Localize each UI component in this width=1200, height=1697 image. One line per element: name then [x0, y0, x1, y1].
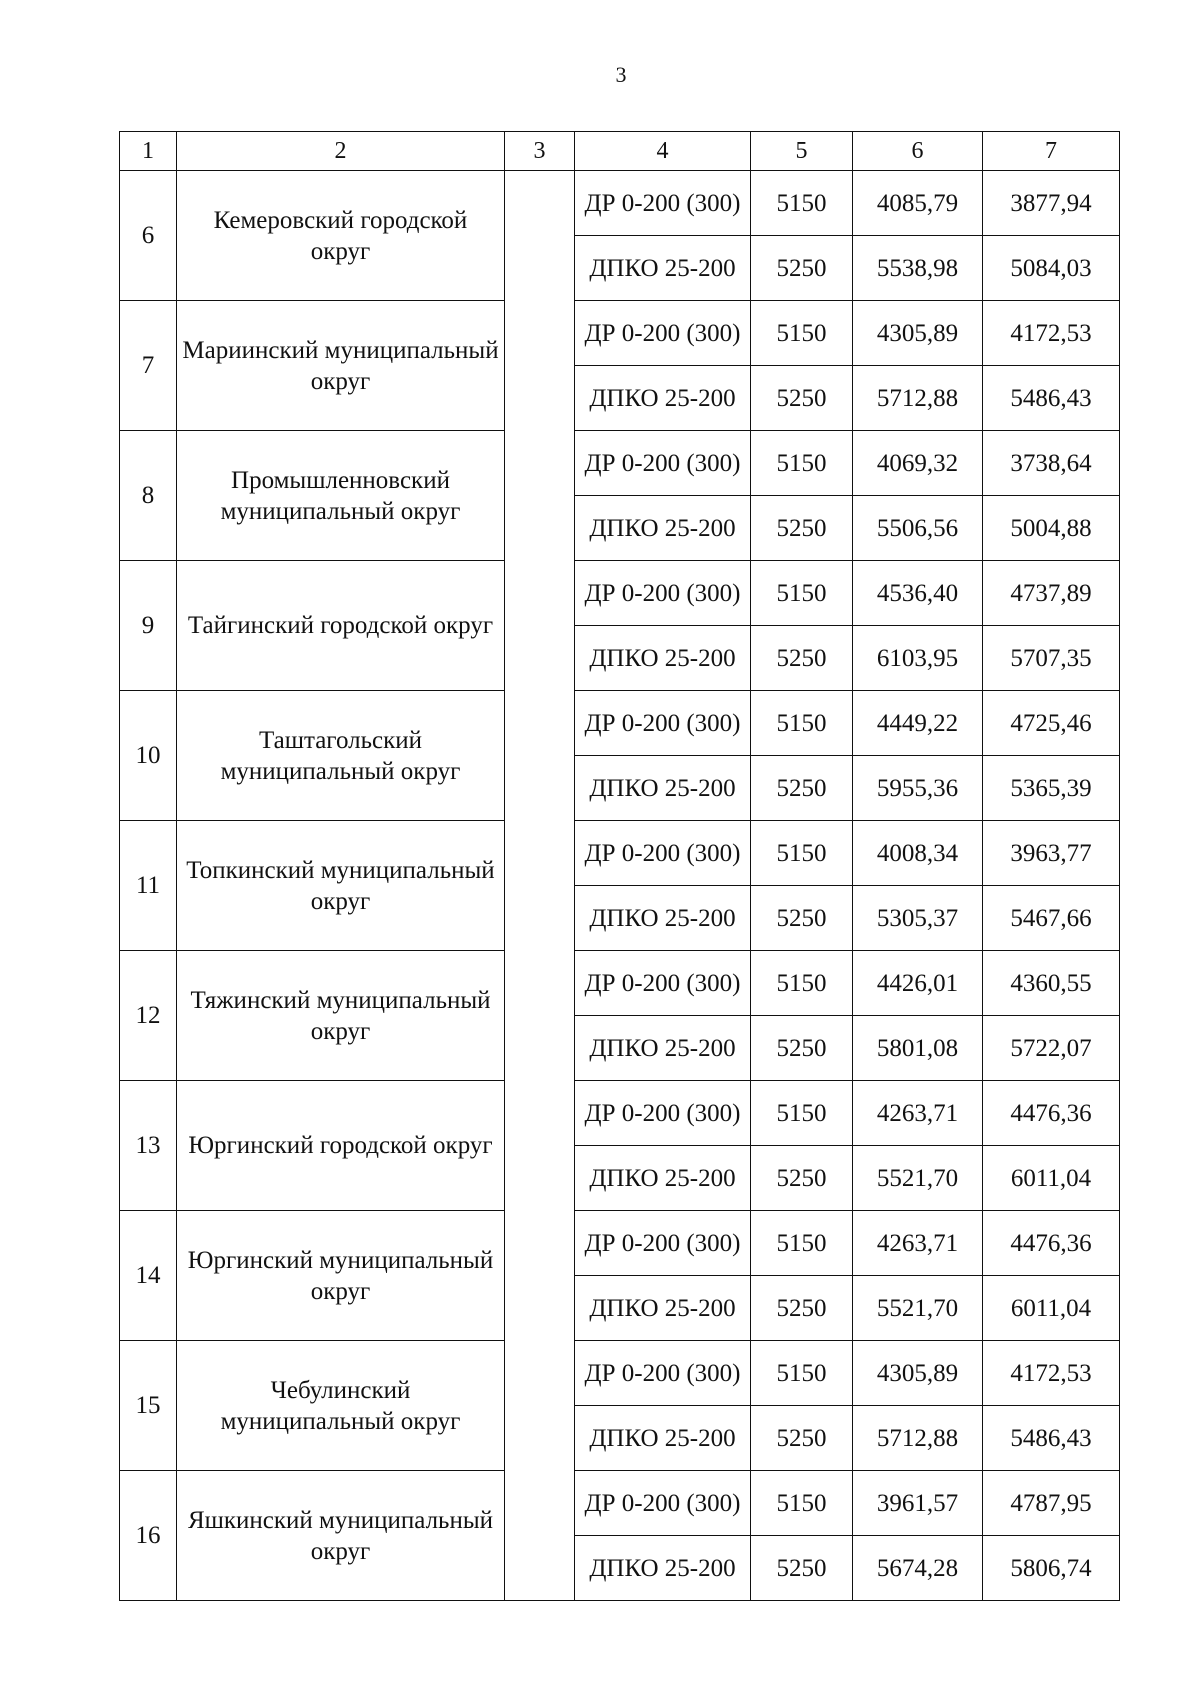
- table-row: [120, 691, 1120, 756]
- value-col-7: 5467,66: [983, 886, 1120, 951]
- value-col-5: 5150: [751, 171, 853, 236]
- value-col-7: 6011,04: [983, 1276, 1120, 1341]
- product-type: ДР 0-200 (300): [575, 171, 751, 236]
- row-number: 10: [120, 691, 177, 821]
- value-col-7: 3877,94: [983, 171, 1120, 236]
- row-number: 12: [120, 951, 177, 1081]
- table-row: [120, 561, 1120, 626]
- value-col-6: 4263,71: [853, 1081, 983, 1146]
- row-number: 15: [120, 1341, 177, 1471]
- value-col-7: 5707,35: [983, 626, 1120, 691]
- table-row: [120, 1211, 1120, 1276]
- value-col-6: 5305,37: [853, 886, 983, 951]
- value-col-5: 5250: [751, 626, 853, 691]
- header-col-6: 6: [853, 132, 983, 171]
- value-col-6: 6103,95: [853, 626, 983, 691]
- value-col-5: 5250: [751, 366, 853, 431]
- value-col-5: 5150: [751, 1081, 853, 1146]
- table-row: [120, 1341, 1120, 1406]
- value-col-7: 4172,53: [983, 1341, 1120, 1406]
- value-col-6: 4449,22: [853, 691, 983, 756]
- value-col-7: 3963,77: [983, 821, 1120, 886]
- value-col-5: 5150: [751, 821, 853, 886]
- product-type: ДР 0-200 (300): [575, 821, 751, 886]
- product-type: ДПКО 25-200: [575, 626, 751, 691]
- product-type: ДР 0-200 (300): [575, 431, 751, 496]
- value-col-5: 5250: [751, 886, 853, 951]
- value-col-6: 5712,88: [853, 1406, 983, 1471]
- value-col-6: 5801,08: [853, 1016, 983, 1081]
- table-row: [120, 171, 1120, 236]
- product-type: ДПКО 25-200: [575, 1146, 751, 1211]
- product-type: ДПКО 25-200: [575, 1276, 751, 1341]
- value-col-7: 5486,43: [983, 366, 1120, 431]
- value-col-5: 5250: [751, 1536, 853, 1601]
- header-col-7: 7: [983, 132, 1120, 171]
- column-3-cell: [505, 171, 575, 1601]
- product-type: ДР 0-200 (300): [575, 561, 751, 626]
- row-number: 14: [120, 1211, 177, 1341]
- value-col-7: 5084,03: [983, 236, 1120, 301]
- value-col-5: 5250: [751, 1016, 853, 1081]
- value-col-6: 5521,70: [853, 1276, 983, 1341]
- value-col-7: 4476,36: [983, 1211, 1120, 1276]
- value-col-6: 4536,40: [853, 561, 983, 626]
- value-col-7: 6011,04: [983, 1146, 1120, 1211]
- value-col-7: 4787,95: [983, 1471, 1120, 1536]
- product-type: ДПКО 25-200: [575, 886, 751, 951]
- value-col-7: 5365,39: [983, 756, 1120, 821]
- value-col-6: 5674,28: [853, 1536, 983, 1601]
- value-col-6: 4305,89: [853, 1341, 983, 1406]
- value-col-5: 5150: [751, 1211, 853, 1276]
- district-name: Таштагольский муниципальный округ: [177, 691, 505, 821]
- row-number: 13: [120, 1081, 177, 1211]
- value-col-5: 5250: [751, 496, 853, 561]
- district-name: Юргинский муниципальный округ: [177, 1211, 505, 1341]
- product-type: ДПКО 25-200: [575, 496, 751, 561]
- product-type: ДР 0-200 (300): [575, 301, 751, 366]
- table-row: [120, 821, 1120, 886]
- product-type: ДР 0-200 (300): [575, 1341, 751, 1406]
- row-number: 16: [120, 1471, 177, 1601]
- value-col-7: 3738,64: [983, 431, 1120, 496]
- value-col-6: 4263,71: [853, 1211, 983, 1276]
- value-col-6: 5955,36: [853, 756, 983, 821]
- row-number: 9: [120, 561, 177, 691]
- district-name: Тайгинский городской округ: [177, 561, 505, 691]
- value-col-6: 4426,01: [853, 951, 983, 1016]
- value-col-5: 5150: [751, 951, 853, 1016]
- value-col-6: 4085,79: [853, 171, 983, 236]
- value-col-5: 5150: [751, 561, 853, 626]
- value-col-6: 5506,56: [853, 496, 983, 561]
- product-type: ДР 0-200 (300): [575, 1081, 751, 1146]
- product-type: ДПКО 25-200: [575, 756, 751, 821]
- header-col-3: 3: [505, 132, 575, 171]
- value-col-5: 5150: [751, 691, 853, 756]
- table-row: [120, 1471, 1120, 1536]
- table-row: [120, 1081, 1120, 1146]
- value-col-6: 4008,34: [853, 821, 983, 886]
- value-col-5: 5250: [751, 1146, 853, 1211]
- product-type: ДР 0-200 (300): [575, 951, 751, 1016]
- value-col-6: 3961,57: [853, 1471, 983, 1536]
- value-col-7: 4737,89: [983, 561, 1120, 626]
- value-col-7: 4476,36: [983, 1081, 1120, 1146]
- product-type: ДПКО 25-200: [575, 366, 751, 431]
- district-name: Яшкинский муниципальный округ: [177, 1471, 505, 1601]
- value-col-6: 4305,89: [853, 301, 983, 366]
- value-col-5: 5250: [751, 1406, 853, 1471]
- header-row: [120, 132, 1120, 171]
- value-col-5: 5150: [751, 431, 853, 496]
- district-name: Мариинский муниципальный округ: [177, 301, 505, 431]
- product-type: ДПКО 25-200: [575, 1536, 751, 1601]
- table-body: [120, 171, 1120, 1601]
- value-col-5: 5150: [751, 1471, 853, 1536]
- district-name: Кемеровский городской округ: [177, 171, 505, 301]
- district-name: Промышленновский муниципальный округ: [177, 431, 505, 561]
- value-col-5: 5150: [751, 301, 853, 366]
- value-col-7: 5722,07: [983, 1016, 1120, 1081]
- row-number: 11: [120, 821, 177, 951]
- product-type: ДР 0-200 (300): [575, 1471, 751, 1536]
- header-col-4: 4: [575, 132, 751, 171]
- data-table: [119, 131, 1120, 1601]
- district-name: Чебулинский муниципальный округ: [177, 1341, 505, 1471]
- header-col-2: 2: [177, 132, 505, 171]
- district-name: Тяжинский муниципальный округ: [177, 951, 505, 1081]
- value-col-7: 4360,55: [983, 951, 1120, 1016]
- product-type: ДПКО 25-200: [575, 1406, 751, 1471]
- row-number: 8: [120, 431, 177, 561]
- value-col-7: 5486,43: [983, 1406, 1120, 1471]
- page-number: 3: [615, 62, 627, 87]
- value-col-7: 5806,74: [983, 1536, 1120, 1601]
- value-col-7: 4172,53: [983, 301, 1120, 366]
- value-col-6: 4069,32: [853, 431, 983, 496]
- district-name: Юргинский городской округ: [177, 1081, 505, 1211]
- product-type: ДР 0-200 (300): [575, 691, 751, 756]
- table-row: [120, 431, 1120, 496]
- row-number: 7: [120, 301, 177, 431]
- district-name: Топкинский муниципальный округ: [177, 821, 505, 951]
- product-type: ДПКО 25-200: [575, 1016, 751, 1081]
- value-col-5: 5250: [751, 756, 853, 821]
- product-type: ДПКО 25-200: [575, 236, 751, 301]
- product-type: ДР 0-200 (300): [575, 1211, 751, 1276]
- header-col-1: 1: [120, 132, 177, 171]
- header-col-5: 5: [751, 132, 853, 171]
- value-col-6: 5712,88: [853, 366, 983, 431]
- row-number: 6: [120, 171, 177, 301]
- value-col-5: 5250: [751, 1276, 853, 1341]
- value-col-7: 5004,88: [983, 496, 1120, 561]
- value-col-7: 4725,46: [983, 691, 1120, 756]
- value-col-6: 5538,98: [853, 236, 983, 301]
- table-row: [120, 951, 1120, 1016]
- table-row: [120, 301, 1120, 366]
- value-col-6: 5521,70: [853, 1146, 983, 1211]
- value-col-5: 5150: [751, 1341, 853, 1406]
- value-col-5: 5250: [751, 236, 853, 301]
